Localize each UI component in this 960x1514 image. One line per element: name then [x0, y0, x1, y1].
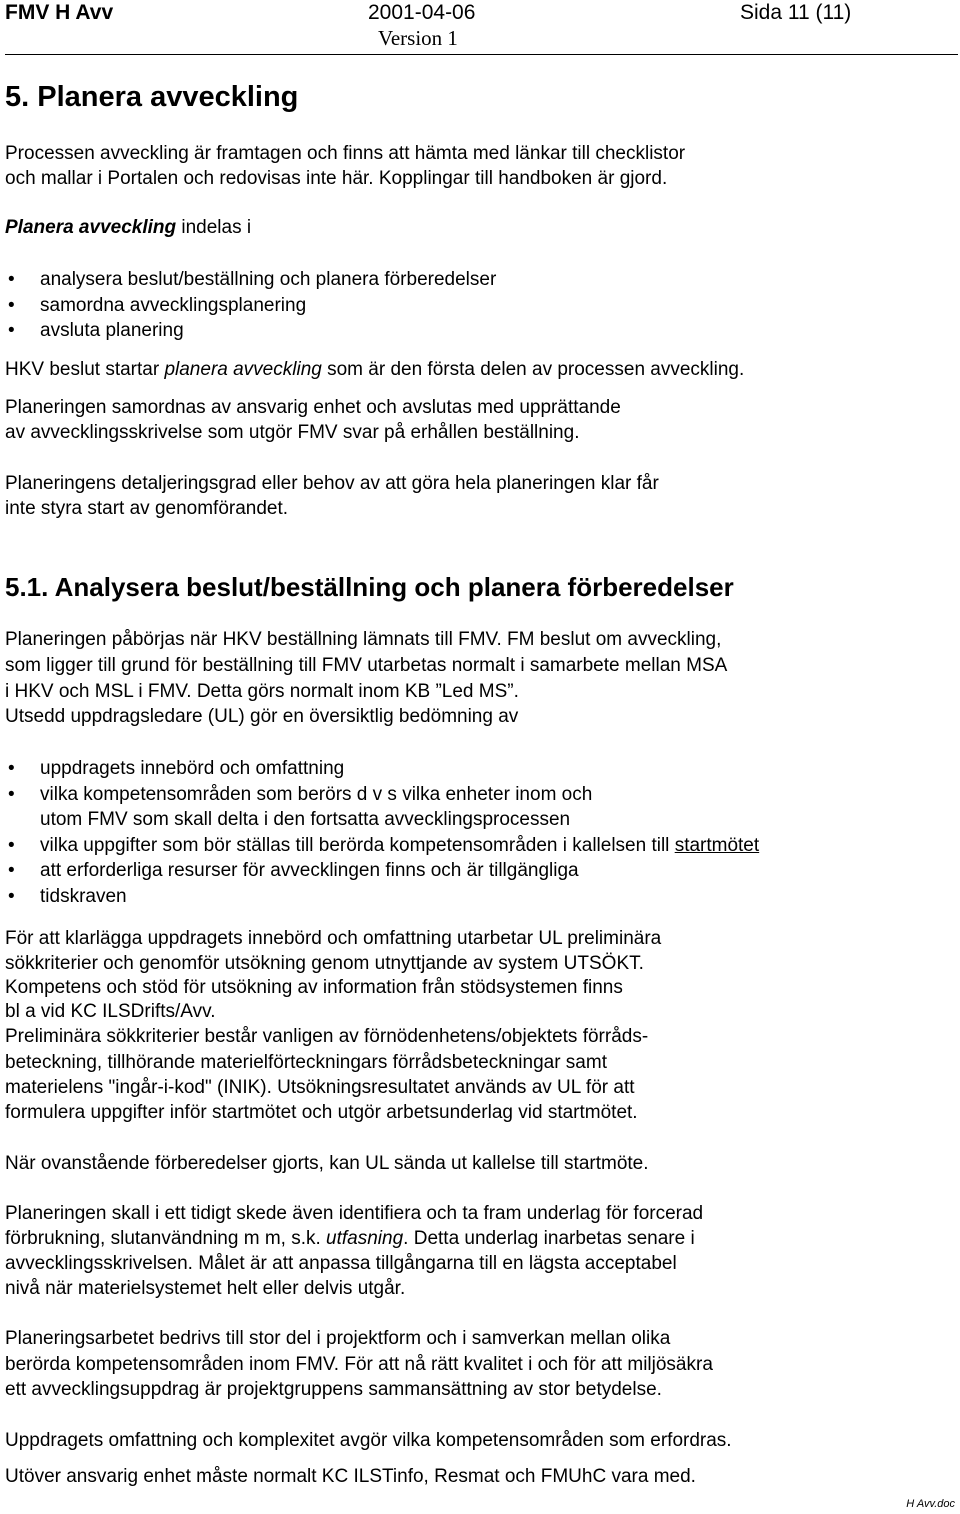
bullet-icon: • [8, 783, 15, 805]
sub-p6: Uppdragets omfattning och komplexitet avgör vilka kompetensområden som erfordras. [5, 1430, 732, 1451]
sub-p3: När ovanstående förberedelser gjorts, kan UL sända ut kallelse till startmöte. [5, 1153, 649, 1174]
section-heading: 5. Planera avveckling [5, 81, 299, 113]
bullet-icon: • [8, 834, 15, 856]
list-item: • vilka uppgifter som bör ställas till berörda kompetensområden i kallelsen till startmötet [5, 833, 759, 859]
sub-p4-line-4: nivå när materielsystemet helt eller delvis utgår. [5, 1278, 406, 1299]
sub-p2-line-8: formulera uppgifter inför startmötet och utgör arbetsunderlag vid startmötet. [5, 1102, 638, 1123]
sub-p5-line-3: ett avvecklingsuppdrag är projektgruppens sammansättning av stor betydelse. [5, 1379, 662, 1400]
p3-line-1: Planeringens detaljeringsgrad eller behov av att göra hela planeringen klar får [5, 473, 659, 494]
sub-p1-line-3: i HKV och MSL i FMV. Detta görs normalt inom KB ”Led MS”. [5, 681, 519, 702]
header-version: Version 1 [378, 26, 458, 50]
sub-p2-line-1: För att klarlägga uppdragets innebörd och omfattning utarbetar UL preliminära [5, 928, 662, 949]
p2-line-2: av avvecklingsskrivelse som utgör FMV svar på erhållen beställning. [5, 422, 580, 443]
p3-line-2: inte styra start av genomförandet. [5, 498, 289, 519]
list-item: • uppdragets innebörd och omfattning [5, 756, 759, 782]
list-item: • samordna avvecklingsplanering [5, 293, 496, 319]
header-date: 2001-04-06 [368, 1, 476, 24]
footer-filename: H Avv.doc [906, 1498, 955, 1510]
divided-emphasis: Planera avveckling [5, 217, 177, 238]
sub-p2-line-4: bl a vid KC ILSDrifts/Avv. [5, 1001, 216, 1022]
phase-list [5, 267, 496, 344]
sub-p5-line-2: berörda kompetensområden inom FMV. För att nå rätt kvalitet i och för att miljösäkra [5, 1354, 713, 1375]
hkv-paragraph: HKV beslut startar planera avveckling som är den första delen av processen avveckling. [5, 359, 745, 380]
sub-p1-line-2: som ligger till grund för beställning till FMV utarbetas normalt i samarbete mellan MSA [5, 655, 728, 676]
sub-p2-line-2: sökkriterier och genomför utsökning genom utnyttjande av system UTSÖKT. [5, 953, 644, 974]
list-item: • tidskraven [5, 884, 759, 910]
list-item: • avsluta planering [5, 318, 496, 344]
header-page-number: Sida 11 (11) [740, 1, 852, 24]
utfasning-emphasis: utfasning [326, 1228, 404, 1249]
assessment-list [5, 756, 759, 909]
sub-p7: Utöver ansvarig enhet måste normalt KC ILSTinfo, Resmat och FMUhC vara med. [5, 1466, 696, 1487]
bullet-icon: • [8, 885, 15, 907]
sub-p2-line-7: materielens "ingår-i-kod" (INIK). Utsökningsresultatet används av UL för att [5, 1077, 635, 1098]
bullet-icon: • [8, 294, 15, 316]
sub-p2-line-6: beteckning, tillhörande materielförteckningars förrådsbeteckningar samt [5, 1052, 607, 1073]
intro-line-2: och mallar i Portalen och redovisas inte här. Kopplingar till handboken är gjord. [5, 168, 668, 189]
divided-into-paragraph [5, 215, 251, 241]
startmotet-link[interactable]: startmötet [674, 834, 760, 856]
sub-p1-line-4: Utsedd uppdragsledare (UL) gör en översiktlig bedömning av [5, 706, 519, 727]
list-item: • analysera beslut/beställning och planera förberedelser [5, 267, 496, 293]
list-item: • att erforderliga resurser för avvecklingen finns och är tillgängliga [5, 858, 759, 884]
bullet-icon: • [8, 758, 15, 779]
sub-p4-line-3: avvecklingsskrivelsen. Målet är att anpassa tillgångarna till en lägsta acceptabel [5, 1253, 677, 1274]
bullet-icon: • [8, 320, 15, 341]
subsection-heading: 5.1. Analysera beslut/beställning och planera förberedelser [5, 572, 734, 602]
header-title: FMV H Avv [5, 1, 114, 24]
bullet-icon: • [8, 269, 15, 290]
sub-p4-line-1: Planeringen skall i ett tidigt skede även identifiera och ta fram underlag för forcerad [5, 1203, 704, 1224]
intro-line-1: Processen avveckling är framtagen och finns att hämta med länkar till checklistor [5, 143, 686, 164]
sub-p2-line-5: Preliminära sökkriterier består vanligen av förnödenhetens/objektets förråds- [5, 1026, 649, 1047]
header-divider [5, 54, 958, 55]
hkv-emphasis: planera avveckling [164, 359, 322, 380]
sub-p2-line-3: Kompetens och stöd för utsökning av information från stödsystemen finns [5, 977, 623, 998]
bullet-icon: • [8, 860, 15, 881]
sub-p1-line-1: Planeringen påbörjas när HKV beställning lämnats till FMV. FM beslut om avveckling, [5, 629, 722, 650]
page-header [0, 0, 960, 60]
sub-p4-line-2: förbrukning, slutanvändning m m, s.k. utfasning. Detta underlag inarbetas senare i [5, 1228, 695, 1249]
list-item: • vilka kompetensområden som berörs d v s vilka enheter inom och utom FMV som skall delta i den fortsatta avvecklingsprocessen [8, 783, 593, 830]
sub-p5-line-1: Planeringsarbetet bedrivs till stor del i projektform och i samverkan mellan olika [5, 1328, 671, 1349]
divided-rest: indelas i [176, 217, 252, 238]
p2-line-1: Planeringen samordnas av ansvarig enhet och avslutas med upprättande [5, 397, 621, 418]
